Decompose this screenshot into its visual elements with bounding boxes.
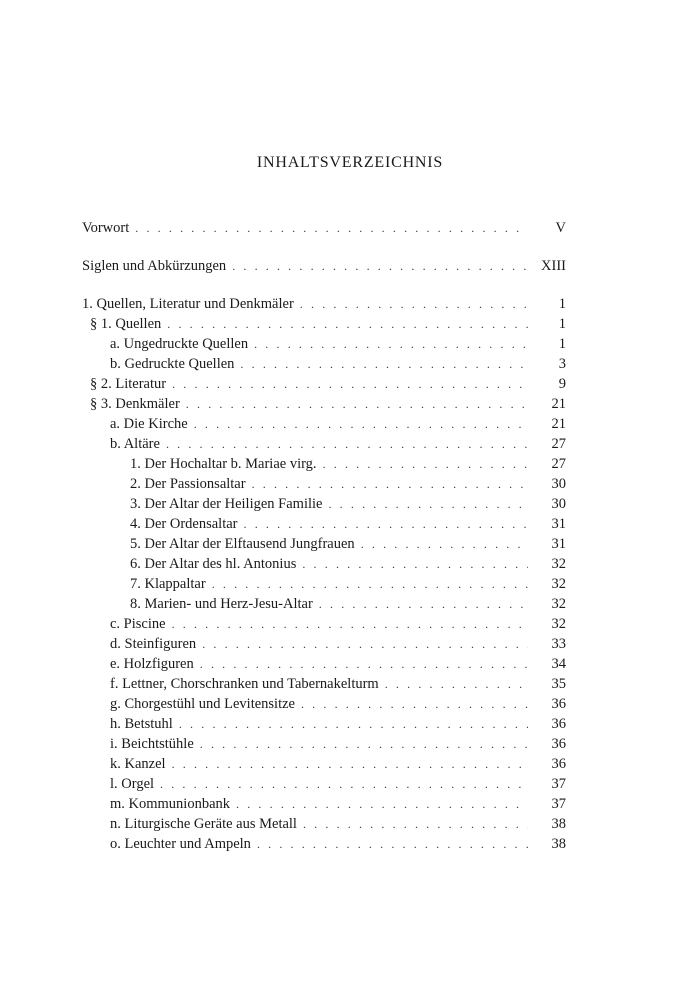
toc-entry-page: V [555, 220, 566, 236]
toc-entry-page: 35 [551, 676, 566, 692]
leader-dots [323, 454, 528, 474]
toc-entry-label: Vorwort [82, 220, 130, 236]
toc-entry[interactable] [82, 474, 566, 494]
toc-entry-page: 32 [551, 576, 566, 592]
toc-entry[interactable] [82, 774, 566, 794]
leader-dots [135, 218, 528, 238]
toc-entry-label: g. Chorgestühl und Levitensitze [110, 696, 295, 712]
toc-entry[interactable] [82, 334, 566, 354]
toc-entry[interactable] [82, 674, 566, 694]
toc-entry-section-3[interactable] [82, 394, 566, 414]
leader-dots [186, 394, 528, 414]
toc-entry-label: c. Piscine [110, 616, 166, 632]
toc-entry-siglen[interactable] [82, 256, 566, 276]
toc-entry-page: 27 [551, 456, 566, 472]
toc-entry-page: 32 [551, 596, 566, 612]
toc-entry-page: 30 [551, 476, 566, 492]
toc-entry-label: i. Beichtstühle [110, 736, 194, 752]
leader-dots [200, 734, 528, 754]
leader-dots [257, 834, 528, 854]
toc-entry-page: 36 [551, 736, 566, 752]
toc-entry-page: 31 [551, 516, 566, 532]
toc-entry-vorwort[interactable] [82, 218, 566, 238]
toc-entry-page: 36 [551, 756, 566, 772]
table-of-contents [82, 218, 566, 854]
toc-entry-page: 36 [551, 696, 566, 712]
toc-entry-label: 7. Klappaltar [130, 576, 206, 592]
toc-entry[interactable] [82, 794, 566, 814]
toc-entry-label: 4. Der Ordensaltar [130, 516, 238, 532]
toc-entry[interactable] [82, 814, 566, 834]
toc-entry-page: XIII [541, 258, 566, 274]
toc-entry[interactable] [82, 634, 566, 654]
leader-dots [319, 594, 528, 614]
toc-entry-label: a. Ungedruckte Quellen [110, 336, 249, 352]
leader-dots [202, 634, 528, 654]
toc-entry-label: k. Kanzel [110, 756, 166, 772]
toc-entry-page: 32 [551, 616, 566, 632]
toc-entry[interactable] [82, 534, 566, 554]
toc-entry-page: 21 [551, 416, 566, 432]
toc-entry-page: 36 [551, 716, 566, 732]
leader-dots [385, 674, 528, 694]
leader-dots [244, 514, 529, 534]
leader-dots [172, 614, 528, 634]
leader-dots [212, 574, 528, 594]
toc-entry-label: § 2. Literatur [90, 376, 167, 392]
toc-entry-label: 2. Der Passionsaltar [130, 476, 246, 492]
toc-entry-label: § 1. Quellen [90, 316, 162, 332]
toc-entry[interactable] [82, 714, 566, 734]
toc-entry[interactable] [82, 494, 566, 514]
leader-dots [328, 494, 528, 514]
leader-dots [160, 774, 528, 794]
toc-entry-label: h. Betstuhl [110, 716, 173, 732]
toc-entry-section-1[interactable] [82, 314, 566, 334]
toc-entry[interactable] [82, 754, 566, 774]
leader-dots [194, 414, 528, 434]
toc-entry-label: o. Leuchter und Ampeln [110, 836, 251, 852]
leader-dots [301, 694, 528, 714]
toc-entry-page: 32 [551, 556, 566, 572]
toc-entry-page: 1 [558, 296, 566, 312]
toc-entry[interactable] [82, 454, 566, 474]
toc-entry[interactable] [82, 514, 566, 534]
leader-dots [361, 534, 528, 554]
toc-entry-label: l. Orgel [110, 776, 155, 792]
toc-entry-label: § 3. Denkmäler [90, 396, 180, 412]
toc-entry-label: 1. Der Hochaltar b. Mariae virg. [130, 456, 317, 472]
leader-dots [167, 314, 528, 334]
toc-entry[interactable] [82, 594, 566, 614]
toc-entry-page: 1 [558, 336, 566, 352]
toc-entry[interactable] [82, 414, 566, 434]
leader-dots [252, 474, 528, 494]
toc-entry-label: b. Altäre [110, 436, 160, 452]
toc-entry-label: e. Holzfiguren [110, 656, 194, 672]
leader-dots [172, 374, 528, 394]
toc-entry-label: Siglen und Abkürzungen [82, 258, 227, 274]
leader-dots [232, 256, 528, 276]
toc-entry-page: 30 [551, 496, 566, 512]
toc-entry-label: 6. Der Altar des hl. Antonius [130, 556, 297, 572]
toc-entry-page: 34 [551, 656, 566, 672]
toc-entry-label: n. Liturgische Geräte aus Metall [110, 816, 297, 832]
leader-dots [302, 554, 528, 574]
toc-entry-page: 1 [558, 316, 566, 332]
leader-dots [236, 794, 528, 814]
toc-entry-page: 33 [551, 636, 566, 652]
toc-entry-chapter-1[interactable] [82, 294, 566, 314]
toc-entry-label: 5. Der Altar der Elftausend Jungfrauen [130, 536, 355, 552]
toc-entry-page: 37 [551, 796, 566, 812]
toc-entry-page: 21 [551, 396, 566, 412]
toc-entry-label: 8. Marien- und Herz-Jesu-Altar [130, 596, 313, 612]
leader-dots [300, 294, 528, 314]
leader-dots [240, 354, 528, 374]
toc-entry[interactable] [82, 834, 566, 854]
leader-dots [303, 814, 528, 834]
toc-entry-page: 38 [551, 836, 566, 852]
toc-entry-section-2[interactable] [82, 374, 566, 394]
leader-dots [166, 434, 528, 454]
leader-dots [179, 714, 528, 734]
leader-dots [200, 654, 528, 674]
toc-entry[interactable] [82, 734, 566, 754]
toc-entry[interactable] [82, 554, 566, 574]
toc-entry-label: 1. Quellen, Literatur und Denkmäler [82, 296, 294, 312]
toc-entry-label: d. Steinfiguren [110, 636, 197, 652]
page-title: INHALTSVERZEICHNIS [256, 154, 444, 171]
toc-entry[interactable] [82, 694, 566, 714]
toc-entry-page: 37 [551, 776, 566, 792]
toc-entry-label: b. Gedruckte Quellen [110, 356, 235, 372]
toc-entry[interactable] [82, 614, 566, 634]
leader-dots [254, 334, 528, 354]
toc-entry-page: 3 [558, 356, 566, 372]
toc-entry-label: a. Die Kirche [110, 416, 188, 432]
toc-entry-page: 38 [551, 816, 566, 832]
toc-entry-page: 9 [558, 376, 566, 392]
toc-entry[interactable] [82, 434, 566, 454]
toc-entry-label: m. Kommunionbank [110, 796, 231, 812]
toc-entry[interactable] [82, 654, 566, 674]
toc-entry-page: 31 [551, 536, 566, 552]
toc-entry[interactable] [82, 574, 566, 594]
toc-entry-label: f. Lettner, Chorschranken und Tabernakelturm [110, 676, 379, 692]
toc-entry-page: 27 [551, 436, 566, 452]
leader-dots [172, 754, 528, 774]
toc-entry-label: 3. Der Altar der Heiligen Familie [130, 496, 323, 512]
toc-entry[interactable] [82, 354, 566, 374]
